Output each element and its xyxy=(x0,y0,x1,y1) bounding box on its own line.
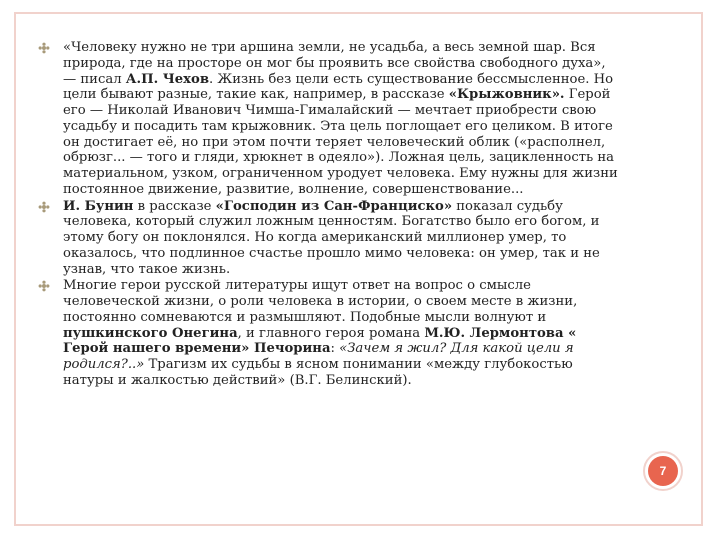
segment: Герой его — Николай Иванович Чимша-Гималайский — мечтает приобрести свою усадьбу и посадить там крыжовник. Эта цель поглощает его целиком. В итоге он достигает её, но при этом почти теряет человеческий облик («располнел, обрюзг... — того и гляди, хрюкнет в одеяло»). Ложная цель, зацикленность на материальном, узком, ограниченном уродует человека. Ему нужны для жизни постоянное движение, развитие, волнение, совершенствование... xyxy=(63,87,618,197)
bullet-text-1 xyxy=(63,40,618,198)
fleuron-bullet-icon xyxy=(38,280,50,292)
segment: : xyxy=(330,341,340,357)
bullet-item-3 xyxy=(38,278,618,388)
page-number-badge xyxy=(643,451,683,491)
page-number: 7 xyxy=(648,456,678,486)
author-chekhov: А.П. Чехов xyxy=(125,71,210,87)
segment: показал судьбу человека, который служил ложным ценностям. Богатство было его богом, и этому богу он поклонялся. Но когда американский миллионер умер, то оказалось, что подлинное счастье прошло мимо человека: он умер, так и не узнав, что такое жизнь. xyxy=(63,198,600,277)
bullet-text-2 xyxy=(63,199,618,278)
title-kryzhovnik: «Крыжовник». xyxy=(448,87,565,103)
segment: . Жизнь без цели есть существование бессмысленное. Но цели бывают разные, такие как, например, в рассказе xyxy=(63,71,614,103)
fleuron-bullet-icon xyxy=(38,42,50,54)
onegin: пушкинского Онегина xyxy=(63,325,238,341)
title-gospodin: «Господин из Сан-Франциско» xyxy=(215,198,453,214)
segment: , и главного героя романа xyxy=(237,325,425,341)
author-bunin: И. Бунин xyxy=(63,198,134,214)
segment: «Человеку нужно не три аршина земли, не усадьба, а весь земной шар. Вся природа, где на просторе он мог бы проявить все свойства свободного духа», — писал xyxy=(63,40,606,87)
segment: Многие герои русской литературы ищут ответ на вопрос о смысле человеческой жизни, о роли человека в истории, о своем месте в жизни, постоянно сомневаются и размышляют. Подобные мысли волнуют и xyxy=(63,278,578,325)
bullet-text-3 xyxy=(63,278,618,388)
segment: Трагизм их судьбы в ясном понимании «между глубокостью натуры и жалкостью действий» (В.Г. Белинский). xyxy=(63,357,573,388)
fleuron-bullet-icon xyxy=(38,201,50,213)
bullet-item-1 xyxy=(38,40,618,198)
pechorin-quote: «Зачем я жил? Для какой цели я родился?..» xyxy=(63,341,574,372)
slide-frame-right-edge xyxy=(701,12,703,526)
bullet-item-2 xyxy=(38,199,618,278)
slide-content xyxy=(38,40,618,390)
lermontov-pechorin: М.Ю. Лермонтова « Герой нашего времени» Печорина xyxy=(63,325,577,357)
segment: в рассказе xyxy=(133,198,216,214)
